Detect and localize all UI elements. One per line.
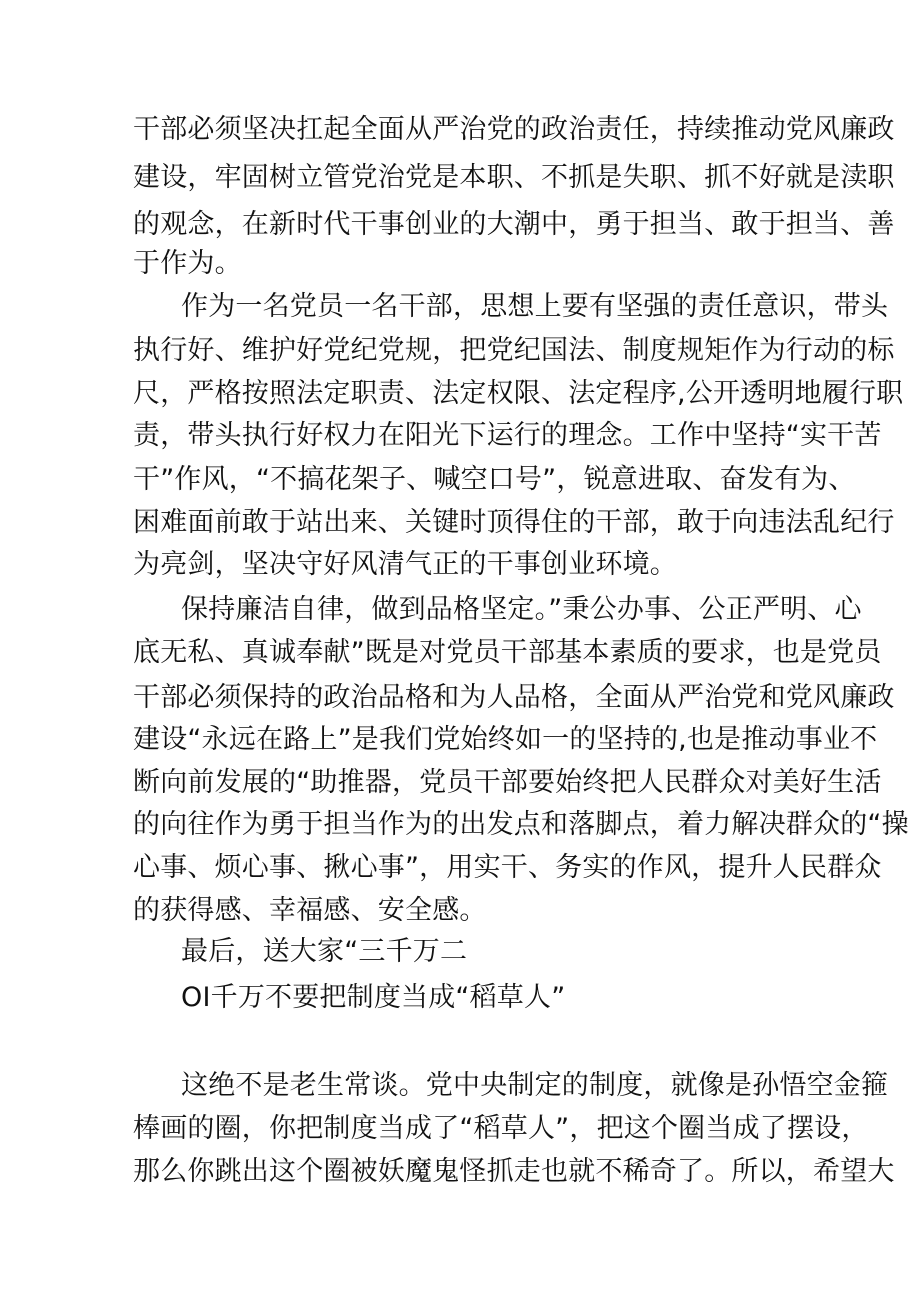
text-line: 的获得感、幸福感、安全感。 [133, 895, 487, 926]
text-line: 建设“永远在路上”是我们党始终如一的坚持的,也是推动事业不 [133, 724, 878, 755]
text-line: 保持廉洁自律，做到品格坚定。”秉公办事、公正严明、心 [181, 594, 862, 625]
text-line: 干部必须坚决扛起全面从严治党的政治责任，持续推动党风廉政 [133, 114, 895, 145]
text-line: 断向前发展的“助推器，党员干部要始终把人民群众对美好生活 [133, 767, 882, 798]
text-line: 干部必须保持的政治品格和为人品格，全面从严治党和党风廉政 [133, 682, 895, 713]
text-line: 为亮剑，坚决守好风清气正的干事创业环境。 [133, 549, 677, 580]
section-heading: OI千万不要把制度当成“稻草人” [181, 982, 566, 1013]
text-line: 于作为。 [133, 248, 242, 279]
text-line: 的向往作为勇于担当作为的出发点和落脚点，着力解决群众的“操 [133, 809, 909, 840]
text-line: 最后，送大家“三千万二 [181, 936, 468, 967]
text-line: 的观念，在新时代干事创业的大潮中，勇于担当、敢于担当、善 [133, 209, 895, 240]
text-line: 棒画的圈，你把制度当成了“稻草人”，把这个圈当成了摆设， [133, 1113, 869, 1144]
text-line: 底无私、真诚奉献”既是对党员干部基本素质的要求，也是党员 [133, 637, 882, 668]
text-line: 这绝不是老生常谈。党中央制定的制度，就像是孙悟空金箍 [181, 1070, 889, 1101]
text-line: 建设，牢固树立管党治党是本职、不抓是失职、抓不好就是渎职 [133, 162, 895, 193]
text-line: 干”作风，“不搞花架子、喊空口号”，锐意进取、奋发有为、 [133, 464, 856, 495]
text-line: 那么你跳出这个圈被妖魔鬼怪抓走也就不稀奇了。所以，希望大 [133, 1156, 895, 1187]
text-line: 执行好、维护好党纪党规，把党纪国法、制度规矩作为行动的标 [133, 335, 895, 366]
text-line: 心事、烦心事、揪心事”，用实干、务实的作风，提升人民群众 [133, 852, 882, 883]
text-line: 尺，严格按照法定职责、法定权限、法定程序,公开透明地履行职 [133, 378, 904, 409]
text-line: 责，带头执行好权力在阳光下运行的理念。工作中坚持“实干苦 [133, 420, 882, 451]
text-line: 困难面前敢于站出来、关键时顶得住的干部，敢于向违法乱纪行 [133, 507, 895, 538]
text-line: 作为一名党员一名干部，思想上要有坚强的责任意识，带头 [181, 291, 889, 322]
